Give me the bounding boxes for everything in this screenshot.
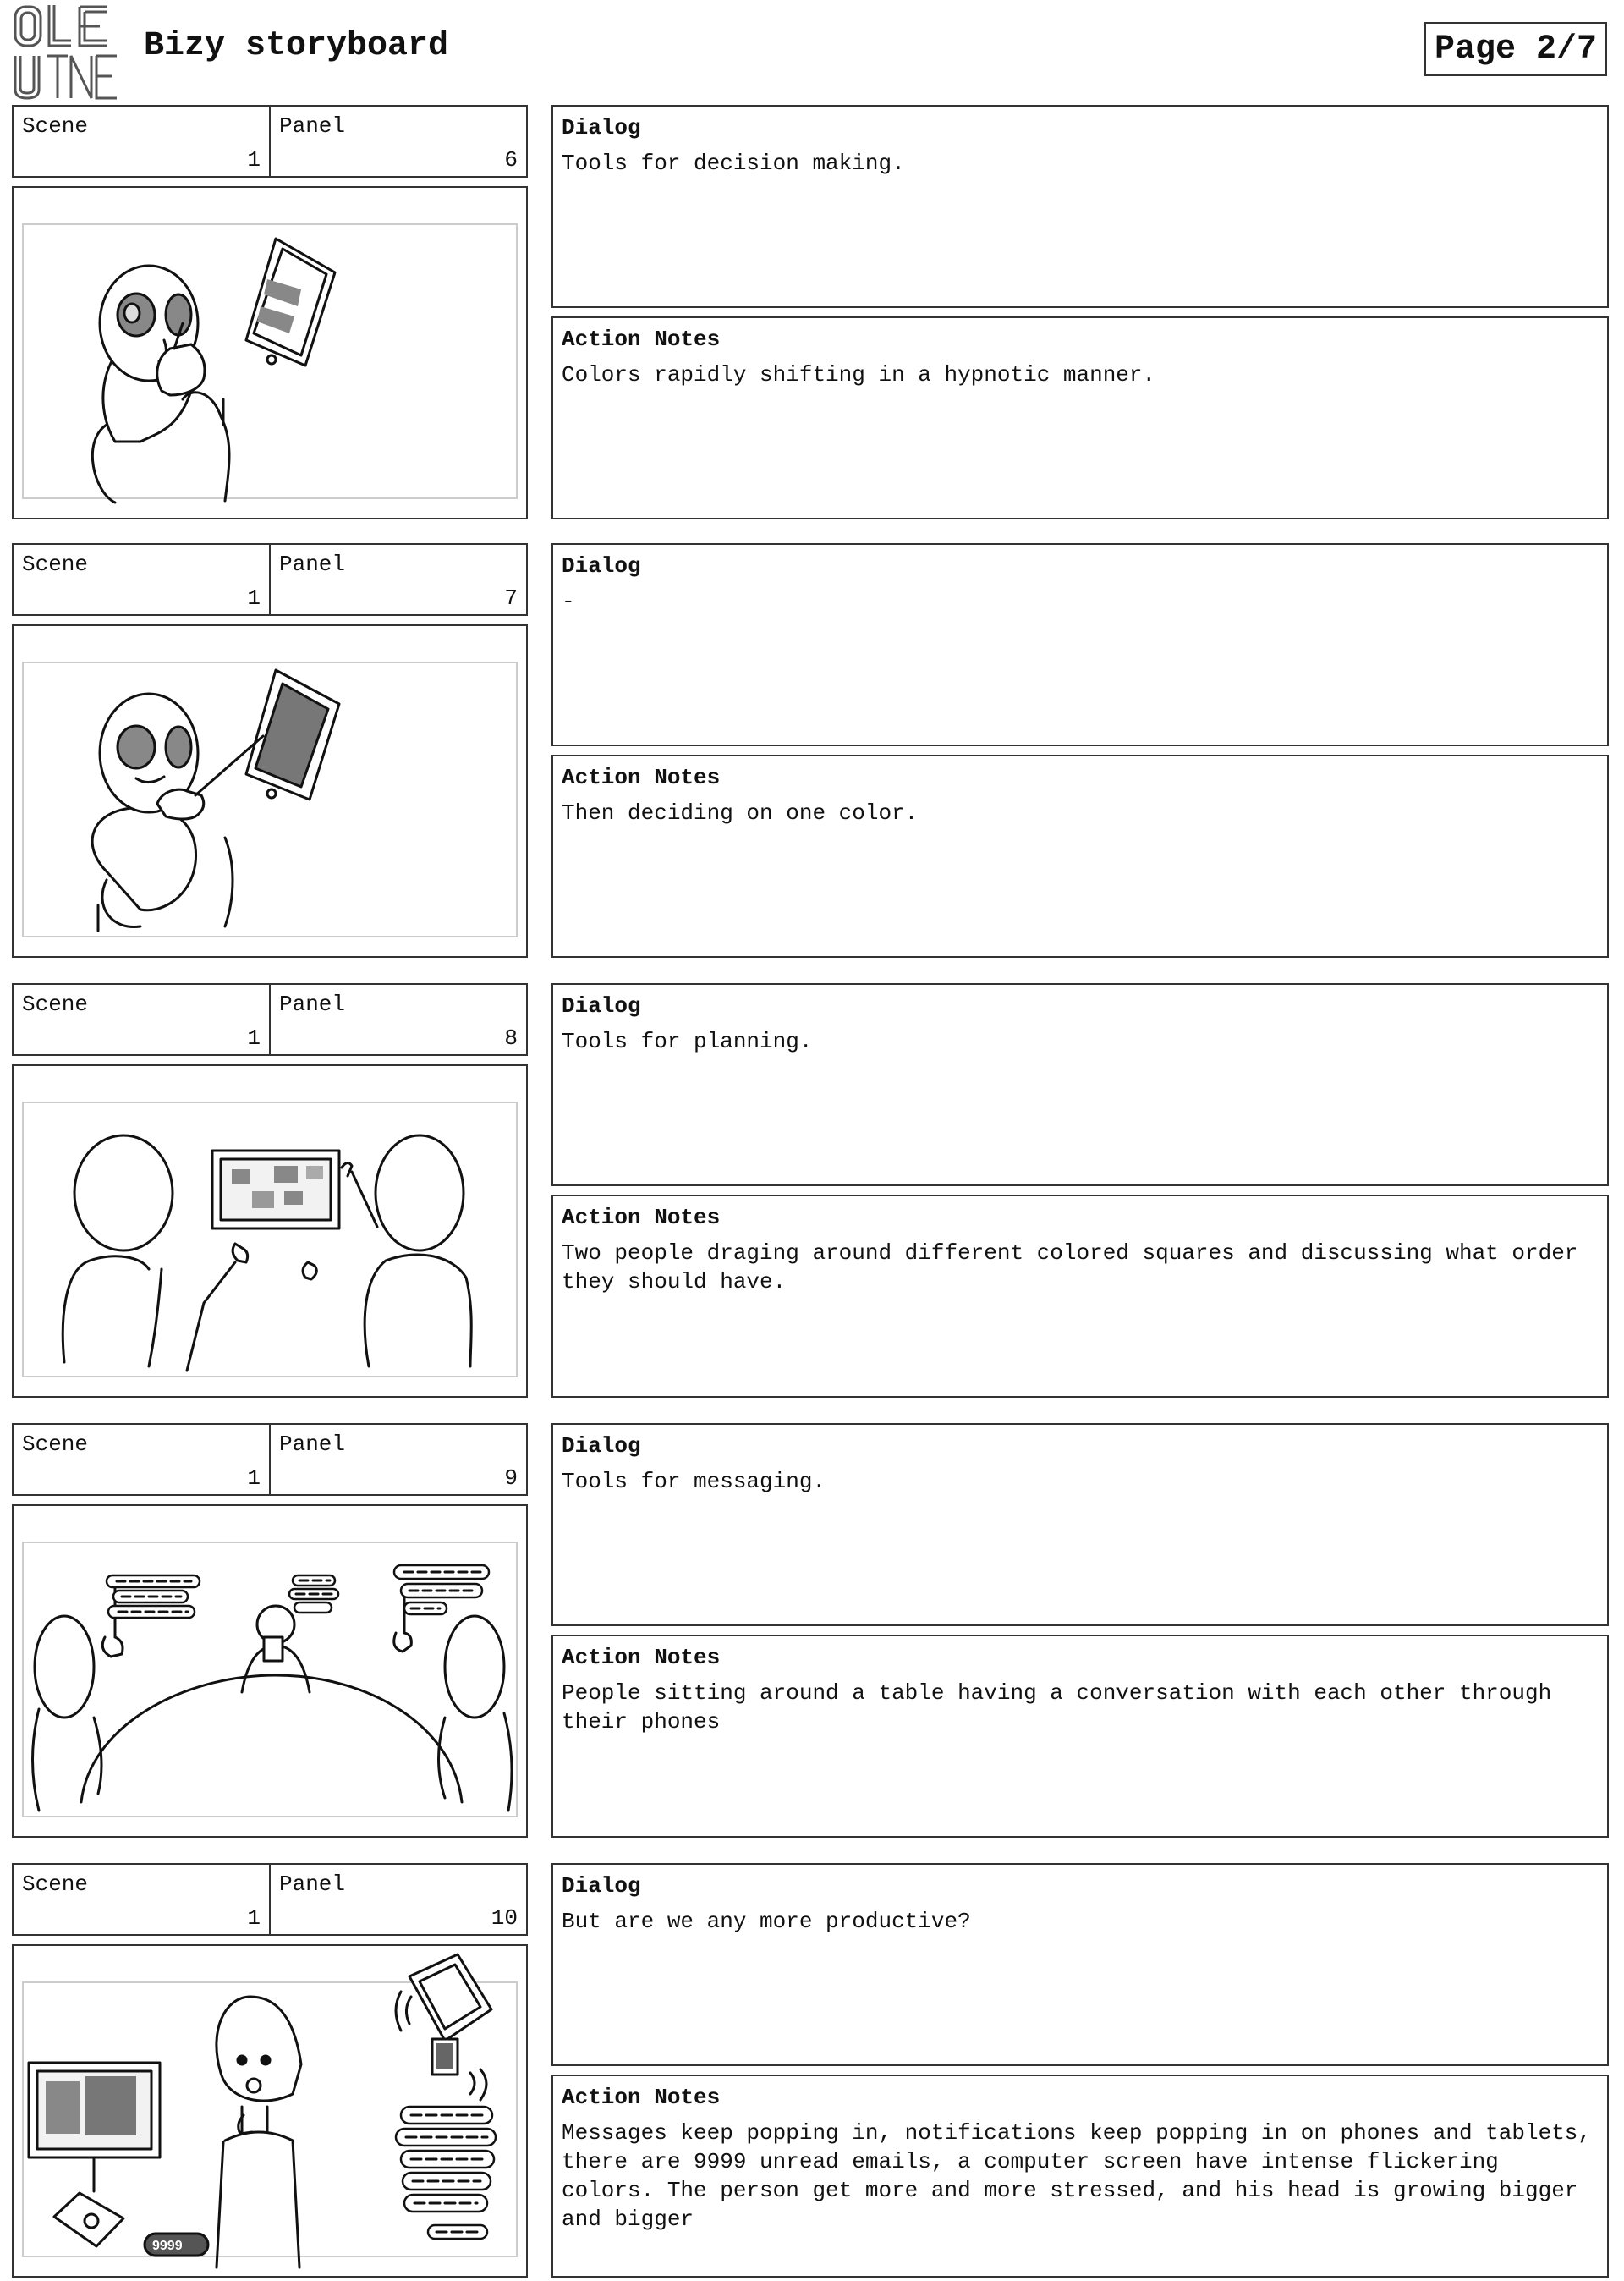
dialog-text: Tools for messaging.	[562, 1469, 826, 1494]
panel-label: Panel	[279, 113, 346, 139]
scene-cell	[14, 545, 269, 614]
dialog-label: Dialog	[562, 115, 641, 140]
panel-label: Panel	[279, 1432, 346, 1457]
action-notes-text: Colors rapidly shifting in a hypnotic manner.	[562, 362, 1156, 387]
page-indicator: Page 2/7	[1424, 22, 1607, 76]
panel-label: Panel	[279, 552, 346, 577]
sketch-stressed-person-image	[14, 1946, 526, 2276]
panel-number: 9	[504, 1465, 518, 1491]
scene-label: Scene	[22, 1432, 89, 1457]
storyboard-panel-6	[0, 105, 1624, 519]
action-notes-text: Two people draging around different colored squares and discussing what order they should have.	[562, 1240, 1592, 1294]
panel-label: Panel	[279, 992, 346, 1017]
panel-cell	[269, 985, 526, 1054]
dialog-text: -	[562, 589, 575, 614]
unread-count-text: 9999	[152, 2239, 183, 2253]
scene-number: 1	[247, 1465, 261, 1491]
panel-number: 7	[504, 585, 518, 611]
scene-label: Scene	[22, 552, 89, 577]
dialog-box	[551, 1863, 1609, 2066]
panel-meta	[12, 1863, 528, 1936]
scene-number: 1	[247, 1025, 261, 1051]
panel-cell	[269, 107, 526, 176]
scene-cell	[14, 1425, 269, 1494]
scene-number: 1	[247, 585, 261, 611]
dialog-text: Tools for planning.	[562, 1029, 813, 1054]
sketch-two-people-planning-image	[14, 1066, 526, 1396]
panel-meta	[12, 543, 528, 616]
scene-label: Scene	[22, 113, 89, 139]
panel-cell	[269, 545, 526, 614]
panel-number: 10	[491, 1905, 518, 1931]
sketch-frame	[12, 1504, 528, 1838]
action-notes-label: Action Notes	[562, 2085, 721, 2110]
storyboard-panel-7	[0, 543, 1624, 958]
panel-meta	[12, 1423, 528, 1496]
panel-meta	[12, 105, 528, 178]
sketch-person-chooses-color-image	[14, 626, 526, 956]
storyboard-panel-9	[0, 1423, 1624, 1838]
action-notes-text: People sitting around a table having a conversation with each other through their phones	[562, 1680, 1565, 1734]
sketch-frame	[12, 1064, 528, 1398]
dialog-label: Dialog	[562, 1873, 641, 1899]
action-notes-box	[551, 1195, 1609, 1398]
scene-cell	[14, 107, 269, 176]
action-notes-label: Action Notes	[562, 1645, 721, 1670]
document-title: Bizy storyboard	[144, 27, 449, 65]
action-notes-text: Then deciding on one color.	[562, 800, 919, 826]
sketch-person-tablet-image	[14, 188, 526, 518]
action-notes-label: Action Notes	[562, 1205, 721, 1230]
action-notes-label: Action Notes	[562, 765, 721, 790]
sketch-frame	[12, 1944, 528, 2278]
scene-number: 1	[247, 147, 261, 173]
action-notes-box	[551, 755, 1609, 958]
panel-cell	[269, 1865, 526, 1934]
ole-uine-logo	[12, 2, 120, 102]
dialog-text: Tools for decision making.	[562, 151, 905, 176]
dialog-box	[551, 1423, 1609, 1626]
scene-number: 1	[247, 1905, 261, 1931]
sketch-people-messaging-image	[14, 1506, 526, 1836]
panel-cell	[269, 1425, 526, 1494]
dialog-box	[551, 983, 1609, 1186]
panel-label: Panel	[279, 1872, 346, 1897]
scene-label: Scene	[22, 1872, 89, 1897]
scene-cell	[14, 1865, 269, 1934]
sketch-frame	[12, 624, 528, 958]
panel-meta	[12, 983, 528, 1056]
panel-number: 6	[504, 147, 518, 173]
scene-cell	[14, 985, 269, 1054]
action-notes-text: Messages keep popping in, notifications keep popping in on phones and tablets, there are 9999 unread emails, a computer screen have intense flickering colors. The person get more and more stressed, and his head is growing bigger and bigger	[562, 2120, 1605, 2232]
action-notes-box	[551, 2075, 1609, 2278]
storyboard-panel-10	[0, 1863, 1624, 2278]
dialog-box	[551, 543, 1609, 746]
storyboard-panel-8	[0, 983, 1624, 1398]
dialog-box	[551, 105, 1609, 308]
dialog-label: Dialog	[562, 553, 641, 579]
panel-number: 8	[504, 1025, 518, 1051]
dialog-label: Dialog	[562, 993, 641, 1019]
scene-label: Scene	[22, 992, 89, 1017]
action-notes-box	[551, 1635, 1609, 1838]
dialog-label: Dialog	[562, 1433, 641, 1459]
dialog-text: But are we any more productive?	[562, 1909, 971, 1934]
action-notes-label: Action Notes	[562, 327, 721, 352]
sketch-frame	[12, 186, 528, 519]
action-notes-box	[551, 316, 1609, 519]
